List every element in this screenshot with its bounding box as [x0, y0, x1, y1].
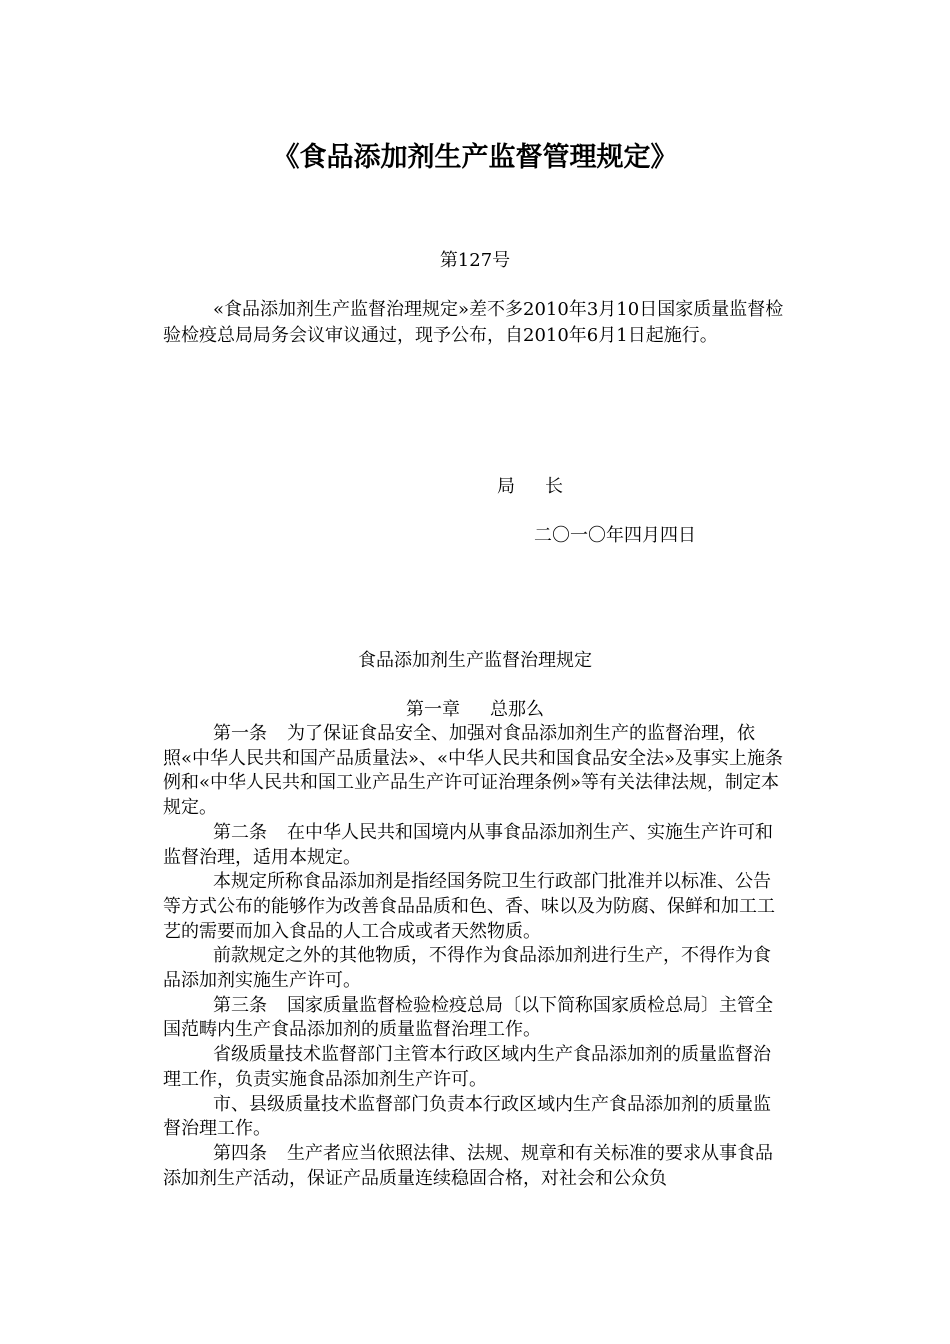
chapter-label: 第一章	[406, 699, 460, 720]
chapter-name: 总那么	[490, 699, 544, 720]
promulgation-paragraph	[163, 297, 785, 349]
decree-number: 第127号	[439, 250, 511, 271]
article-paragraph	[163, 722, 785, 821]
signer-title-part2: 长	[545, 476, 563, 497]
article-label: 第三条	[213, 994, 267, 1016]
promulgation-text: «食品添加剂生产监督治理规定»差不多2010年3月10日国家质量监督检验检疫总局局务会议审议通过，现予公布，自2010年6月1日起施行。	[163, 299, 784, 346]
article-label: 第四条	[213, 1142, 267, 1164]
article-label: 第二条	[213, 821, 267, 843]
article-paragraph	[163, 1093, 785, 1142]
article-paragraph	[163, 944, 785, 993]
article-paragraph	[163, 994, 785, 1043]
regulation-title: 食品添加剂生产监督治理规定	[358, 650, 592, 671]
article-text: 生产者应当依照法律、法规、规章和有关标准的要求从事食品添加剂生产活动，保证产品质量连续稳固合格，对社会和公众负	[163, 1142, 773, 1189]
article-text: 市、县级质量技术监督部门负责本行政区域内生产食品添加剂的质量监督治理工作。	[163, 1093, 771, 1140]
issue-date: 二〇一〇年四月四日	[534, 525, 696, 546]
document-title: 《食品添加剂生产监督管理规定》	[272, 142, 678, 173]
signer-title	[497, 474, 563, 500]
signer-title-part1: 局	[497, 476, 515, 497]
article-paragraph	[163, 1043, 785, 1092]
article-text: 为了保证食品安全、加强对食品添加剂生产的监督治理，依照«中华人民共和国产品质量法»、«中华人民共和国食品安全法»及事实上施条例和«中华人民共和国工业产品生产许可证治理条例»等有关法律法规，制定本规定。	[163, 723, 784, 819]
chapter-heading	[0, 697, 950, 723]
article-label: 第一条	[213, 723, 267, 744]
article-list	[163, 722, 785, 1191]
article-text: 国家质量监督检验检疫总局〔以下简称国家质检总局〕主管全国范畴内生产食品添加剂的质量监督治理工作。	[163, 994, 773, 1041]
article-text: 本规定所称食品添加剂是指经国务院卫生行政部门批准并以标准、公告等方式公布的能够作为改善食品品质和色、香、味以及为防腐、保鲜和加工工艺的需要而加入食品的人工合成或者天然物质。	[163, 871, 775, 942]
article-paragraph	[163, 870, 785, 944]
article-text: 前款规定之外的其他物质，不得作为食品添加剂进行生产，不得作为食品添加剂实施生产许可。	[163, 945, 771, 992]
article-text: 在中华人民共和国境内从事食品添加剂生产、实施生产许可和监督治理，适用本规定。	[163, 821, 773, 868]
article-paragraph	[163, 1142, 785, 1191]
article-paragraph	[163, 821, 785, 870]
article-text: 省级质量技术监督部门主管本行政区域内生产食品添加剂的质量监督治理工作，负责实施食品添加剂生产许可。	[163, 1044, 771, 1090]
